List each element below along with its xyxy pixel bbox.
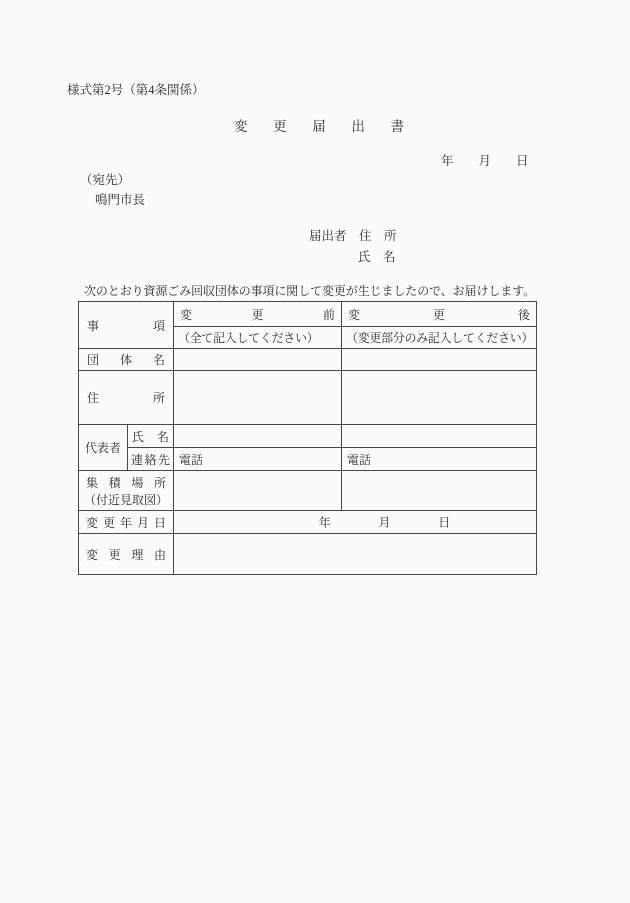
row-label-representative	[79, 425, 128, 471]
cell-group-name-before	[174, 349, 342, 371]
form-number: 様式第2号（第4条関係）	[67, 83, 205, 97]
rep-contact-label: 連 絡 先	[131, 452, 170, 467]
row-label-rep-name	[128, 425, 174, 448]
cell-change-reason-value	[174, 534, 537, 575]
cell-change-date-value	[174, 511, 537, 534]
cell-site-before	[174, 471, 342, 511]
document-title: 変 更 届 出 書	[234, 119, 404, 134]
recipient-name: 鳴門市長	[95, 193, 146, 207]
cell-rep-name-after	[342, 425, 537, 448]
group-name-label: 団 体 名	[87, 353, 165, 367]
row-label-change-reason	[79, 534, 174, 575]
cell-rep-contact-after-phone: 電話	[342, 448, 537, 471]
col-header-before-label: 変 更 前	[180, 307, 335, 322]
row-label-rep-contact	[128, 448, 174, 471]
rep-name-label: 氏 名	[132, 429, 169, 444]
change-date-month: 月	[378, 515, 391, 530]
address-label: 住 所	[87, 391, 165, 405]
change-date-day: 日	[438, 515, 451, 530]
cell-address-before	[174, 371, 342, 425]
change-date-label: 変 更 年 月 日	[86, 515, 166, 530]
col-header-item	[79, 302, 174, 349]
col-header-after	[342, 302, 537, 327]
representative-label: 代 表 者	[85, 441, 122, 455]
site-label: 集 積 場 所	[86, 475, 166, 490]
cell-rep-contact-before-phone: 電話	[174, 448, 342, 471]
col-header-before	[174, 302, 342, 327]
cell-address-after	[342, 371, 537, 425]
row-label-address	[79, 371, 174, 425]
cell-site-after	[342, 471, 537, 511]
change-reason-label: 変 更 理 由	[86, 547, 166, 562]
row-label-site	[79, 471, 174, 511]
site-note: （付近見取図）	[83, 492, 168, 507]
cell-group-name-after	[342, 349, 537, 371]
col-header-before-note: （全て記入してください）	[174, 327, 342, 349]
col-header-item-label: 事 項	[87, 318, 165, 333]
declarant-address-line: 届出者 住 所	[309, 229, 397, 243]
col-header-after-label: 変 更 後	[348, 307, 530, 322]
change-form-table	[78, 301, 537, 575]
col-header-after-note: （変更部分のみ記入してください）	[342, 327, 537, 349]
row-label-group-name	[79, 349, 174, 371]
change-date-year: 年	[318, 515, 331, 530]
declarant-name-line: 氏 名	[358, 250, 396, 264]
cell-rep-name-before	[174, 425, 342, 448]
intro-sentence: 次のとおり資源ごみ回収団体の事項に関して変更が生じましたので、お届けします。	[84, 284, 536, 298]
recipient-label: （宛先）	[80, 173, 131, 187]
date-line: 年 月 日	[441, 154, 529, 168]
row-label-change-date	[79, 511, 174, 534]
